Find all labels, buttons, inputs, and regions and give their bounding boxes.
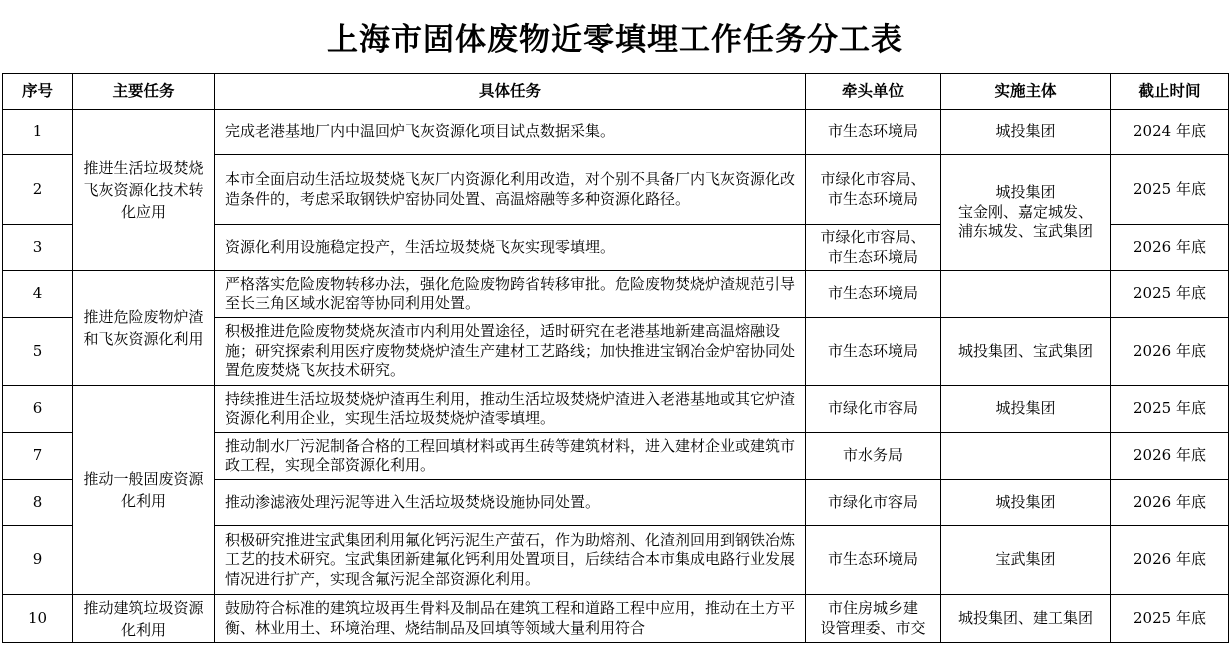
deadline-cell: 2026 年底 — [1111, 433, 1229, 480]
lead-unit-cell — [806, 433, 941, 480]
lead-unit-line: 市生态环境局 — [827, 550, 918, 569]
lead-unit-cell — [806, 526, 941, 595]
header-implementer: 实施主体 — [941, 74, 1111, 110]
main-task-cell: 推进危险废物炉渣和飞灰资源化利用 — [73, 271, 215, 386]
row-number: 1 — [3, 110, 73, 155]
implementer-line: 城投集团 — [995, 492, 1056, 511]
implementer-line: 宝金刚、嘉定城发、 — [957, 202, 1093, 221]
detail-task-cell: 鼓励符合标准的建筑垃圾再生骨料及制品在建筑工程和道路工程中应用，推动在土方平衡、林业用土、环境治理、烧结制品及回填等领域大量利用符合 — [215, 595, 806, 643]
deadline-cell: 2026 年底 — [1111, 480, 1229, 526]
header-seq: 序号 — [3, 74, 73, 110]
implementer-cell — [941, 433, 1111, 480]
lead-unit-line: 设管理委、市交 — [820, 618, 926, 637]
row-number: 4 — [3, 271, 73, 318]
lead-unit-cell — [806, 110, 941, 155]
deadline-cell: 2025 年底 — [1111, 595, 1229, 643]
deadline-cell: 2026 年底 — [1111, 526, 1229, 595]
table-row — [3, 271, 1229, 318]
detail-task-cell: 持续推进生活垃圾焚烧炉渣再生利用，推动生活垃圾焚烧炉渣进入老港基地或其它炉渣资源化利用企业，实现生活垃圾焚烧炉渣零填埋。 — [215, 386, 806, 433]
lead-unit-line: 市生态环境局 — [827, 122, 918, 141]
table-row — [3, 595, 1229, 643]
row-number: 7 — [3, 433, 73, 480]
lead-unit-cell — [806, 386, 941, 433]
implementer-line: 浦东城发、宝武集团 — [957, 222, 1093, 241]
lead-unit-line: 市生态环境局 — [827, 247, 918, 266]
row-number: 10 — [3, 595, 73, 643]
lead-unit-line: 市绿化市容局、 — [820, 170, 926, 188]
row-number: 8 — [3, 480, 73, 526]
lead-unit-line: 市住房城乡建 — [827, 599, 918, 617]
page-title: 上海市固体废物近零填埋工作任务分工表 — [327, 22, 903, 58]
row-number: 3 — [3, 225, 73, 271]
header-lead-unit: 牵头单位 — [806, 74, 941, 110]
row-number: 9 — [3, 526, 73, 595]
implementer-cell — [941, 271, 1111, 318]
implementer-cell — [941, 526, 1111, 595]
header-deadline: 截止时间 — [1111, 74, 1229, 110]
lead-unit-cell — [806, 595, 941, 643]
lead-unit-line: 市生态环境局 — [827, 341, 918, 360]
lead-unit-line: 市绿化市容局 — [827, 399, 918, 418]
detail-task-cell: 积极研究推进宝武集团利用氟化钙污泥生产萤石，作为助熔剂、化渣剂回用到钢铁冶炼工艺的技术研究。宝武集团新建氟化钙利用处置项目，后续结合本市集成电路行业发展情况进行扩产，实现含氟污泥全部资源化利用。 — [215, 526, 806, 595]
detail-task-cell: 资源化利用设施稳定投产，生活垃圾焚烧飞灰实现零填埋。 — [215, 225, 806, 271]
lead-unit-line: 市生态环境局 — [827, 284, 918, 303]
deadline-cell: 2026 年底 — [1111, 318, 1229, 386]
deadline-cell: 2025 年底 — [1111, 386, 1229, 433]
lead-unit-cell — [806, 225, 941, 271]
implementer-cell — [941, 110, 1111, 155]
header-main-task: 主要任务 — [73, 74, 215, 110]
implementer-cell — [941, 595, 1111, 643]
deadline-cell: 2025 年底 — [1111, 155, 1229, 225]
implementer-cell — [941, 318, 1111, 386]
implementer-line: 城投集团、宝武集团 — [957, 341, 1093, 360]
implementer-cell — [941, 155, 1111, 271]
main-task-cell: 推动一般固废资源化利用 — [73, 386, 215, 595]
lead-unit-line: 市生态环境局 — [827, 189, 918, 208]
detail-task-cell: 推动渗滤液处理污泥等进入生活垃圾焚烧设施协同处置。 — [215, 480, 806, 526]
table-header-row — [3, 74, 1229, 110]
row-number: 2 — [3, 155, 73, 225]
detail-task-cell: 积极推进危险废物焚烧灰渣市内利用处置途径，适时研究在老港基地新建高温熔融设施；研究探索利用医疗废物焚烧炉渣生产建材工艺路线；加快推进宝钢冶金炉窑协同处置危废焚烧飞灰技术研究。 — [215, 318, 806, 386]
detail-task-cell: 完成老港基地厂内中温回炉飞灰资源化项目试点数据采集。 — [215, 110, 806, 155]
lead-unit-cell — [806, 318, 941, 386]
lead-unit-cell — [806, 271, 941, 318]
row-number: 5 — [3, 318, 73, 386]
lead-unit-cell — [806, 480, 941, 526]
implementer-cell — [941, 480, 1111, 526]
deadline-cell: 2026 年底 — [1111, 225, 1229, 271]
implementer-line: 城投集团 — [995, 399, 1056, 418]
task-table — [2, 73, 1229, 643]
implementer-cell — [941, 386, 1111, 433]
lead-unit-cell — [806, 155, 941, 225]
deadline-cell: 2024 年底 — [1111, 110, 1229, 155]
detail-task-cell: 严格落实危险废物转移办法，强化危险废物跨省转移审批。危险废物焚烧炉渣规范引导至长三角区域水泥窑等协同利用处置。 — [215, 271, 806, 318]
row-number: 6 — [3, 386, 73, 433]
main-task-cell: 推动建筑垃圾资源化利用 — [73, 595, 215, 643]
implementer-line: 城投集团 — [995, 183, 1056, 202]
implementer-line: 城投集团 — [995, 122, 1056, 141]
main-task-cell: 推进生活垃圾焚烧飞灰资源化技术转化应用 — [73, 110, 215, 271]
header-detail-task: 具体任务 — [215, 74, 806, 110]
lead-unit-line: 市绿化市容局 — [827, 492, 918, 511]
detail-task-cell: 本市全面启动生活垃圾焚烧飞灰厂内资源化利用改造，对个别不具备厂内飞灰资源化改造条件的，考虑采取钢铁炉窑协同处置、高温熔融等多种资源化路径。 — [215, 155, 806, 225]
table-row — [3, 110, 1229, 155]
detail-task-cell: 推动制水厂污泥制备合格的工程回填材料或再生砖等建筑材料，进入建材企业或建筑市政工程，实现全部资源化利用。 — [215, 433, 806, 480]
table-row — [3, 386, 1229, 433]
lead-unit-line: 市绿化市容局、 — [820, 228, 926, 246]
deadline-cell: 2025 年底 — [1111, 271, 1229, 318]
implementer-line: 城投集团、建工集团 — [957, 608, 1093, 627]
lead-unit-line: 市水务局 — [842, 446, 903, 465]
implementer-line: 宝武集团 — [995, 550, 1056, 569]
